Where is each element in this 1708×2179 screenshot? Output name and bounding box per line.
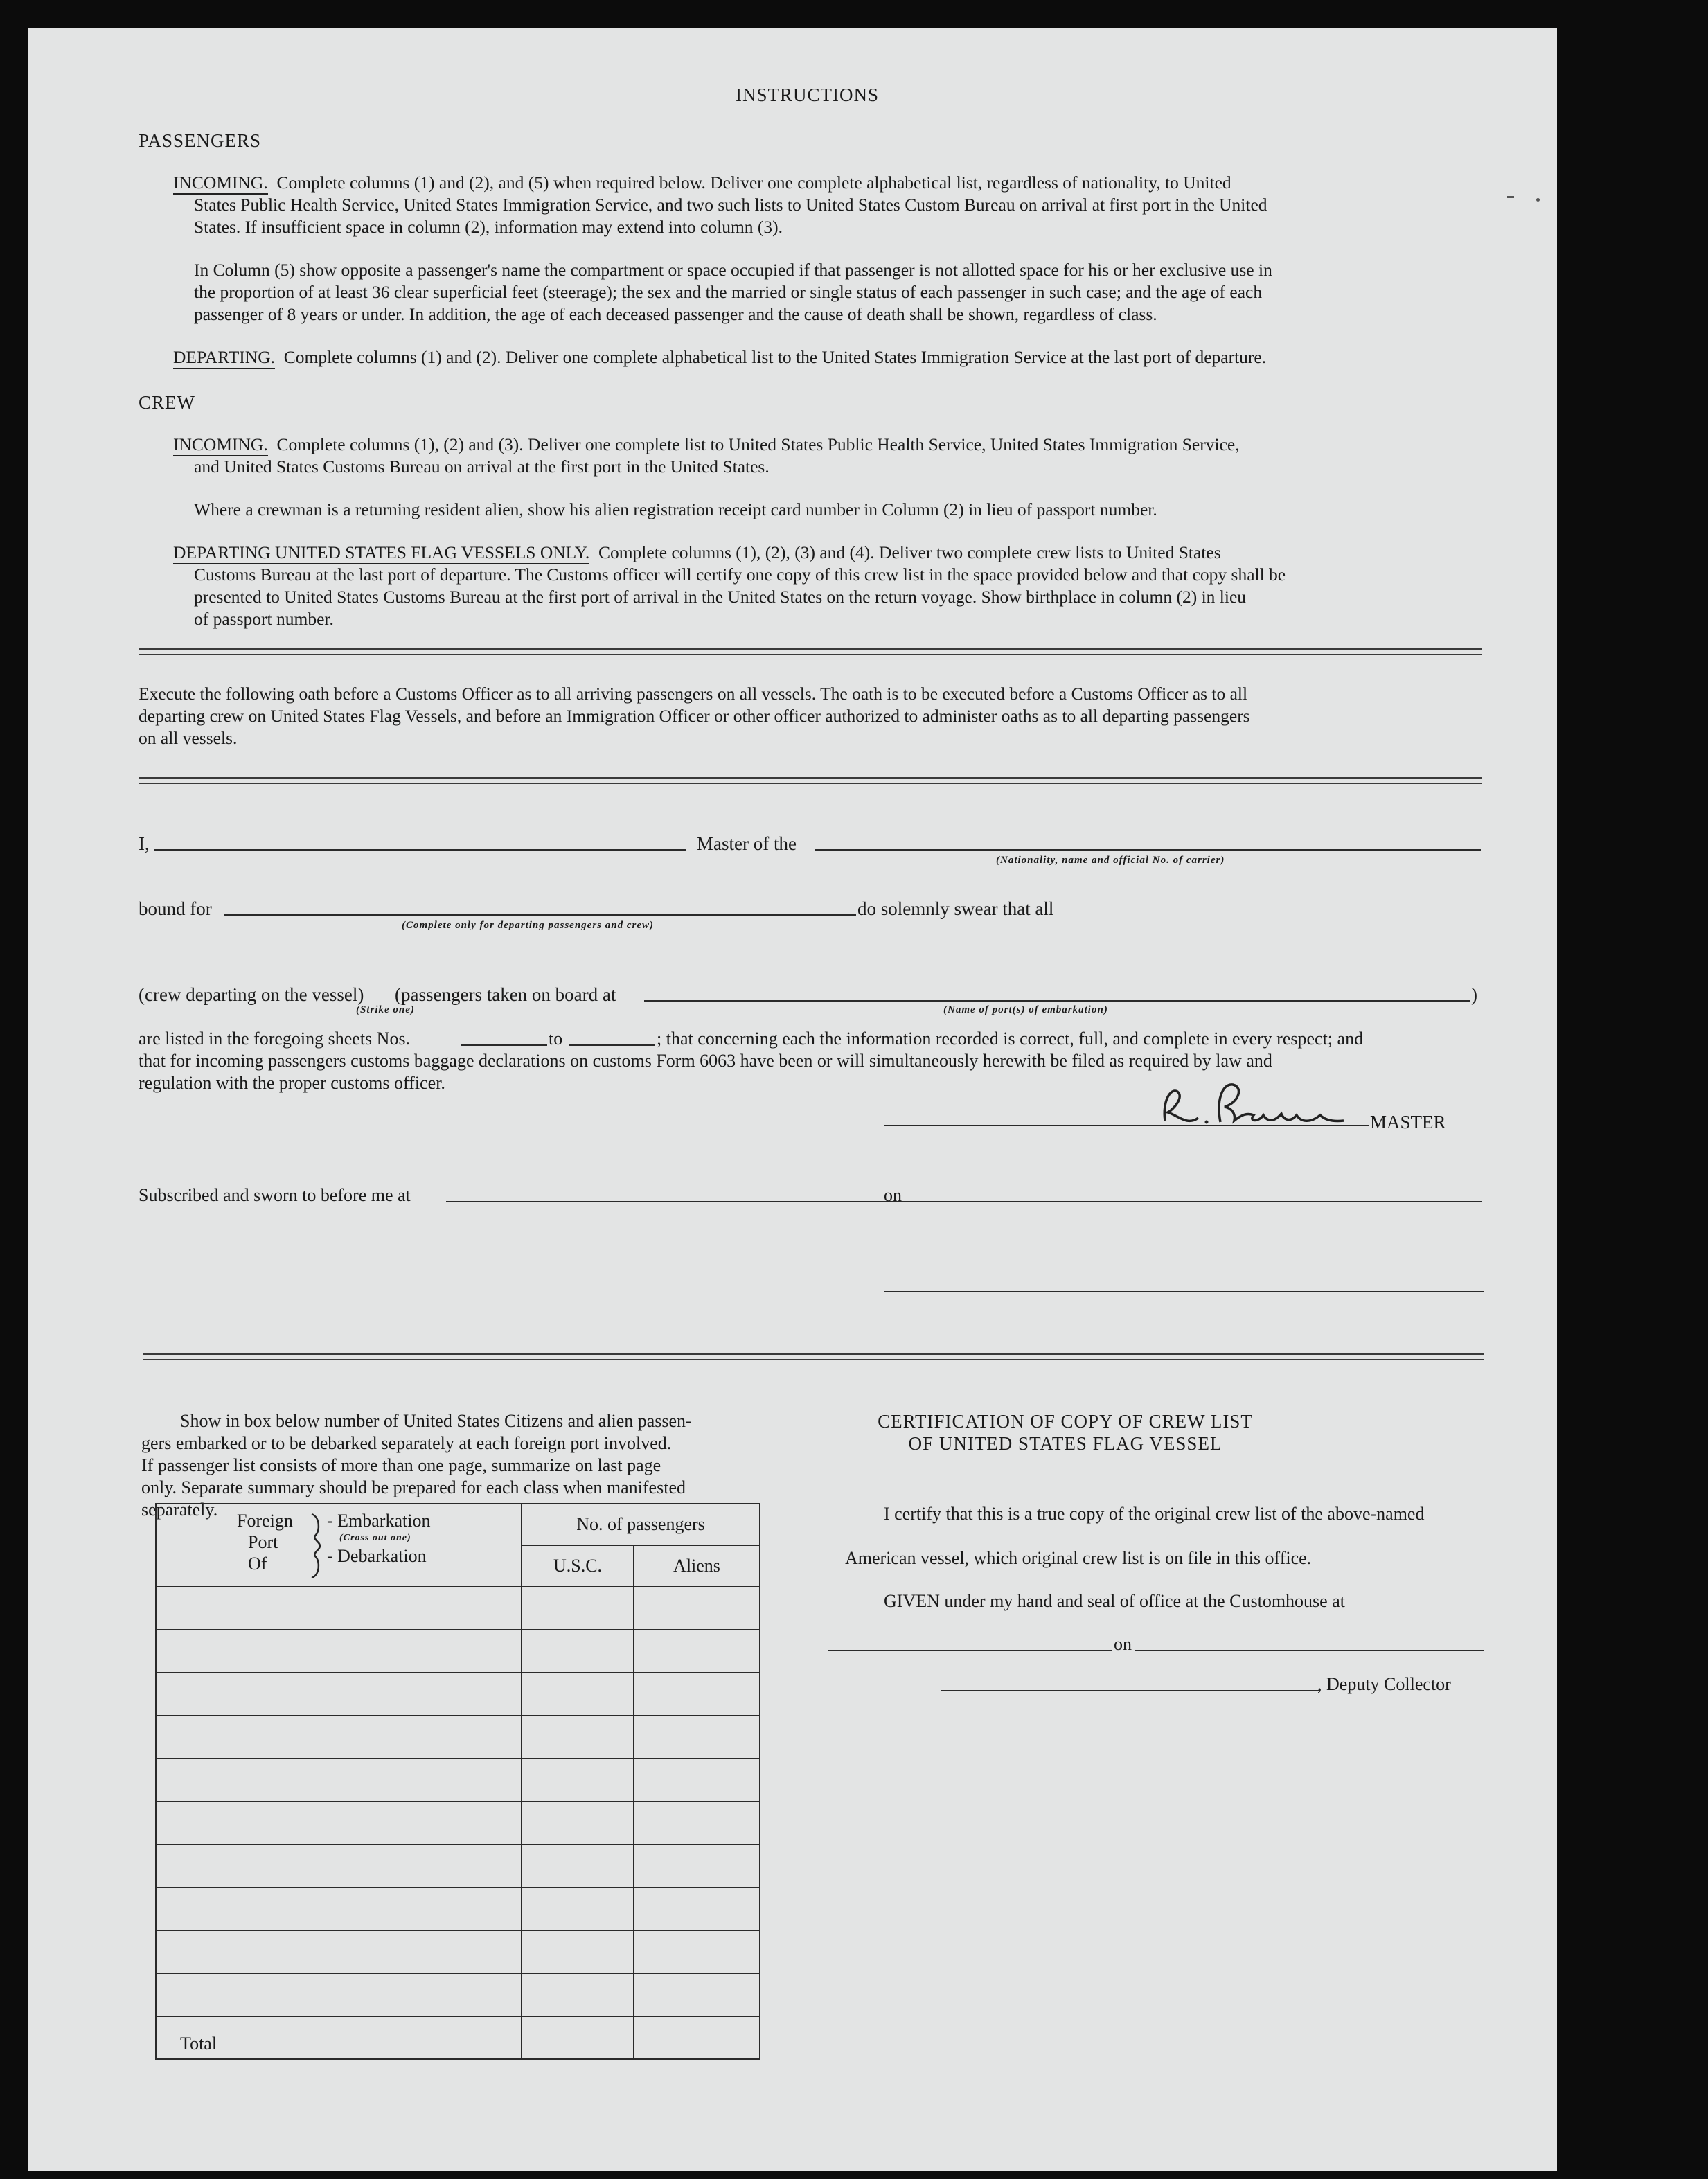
passengers-departing-label: DEPARTING.	[173, 347, 275, 369]
summary-instr-line1: Show in box below number of United States Citizens and alien passen-	[180, 1411, 692, 1431]
table-row	[156, 1630, 760, 1673]
crew-departing-line4: of passport number.	[194, 609, 334, 629]
master-signature	[1150, 1067, 1351, 1136]
debarkation-option[interactable]: - Debarkation	[327, 1546, 427, 1566]
aliens-cell[interactable]	[634, 1759, 760, 1802]
passenger-summary-table	[155, 1503, 760, 2060]
crew-incoming-line2: and United States Customs Bureau on arrival at the first port in the United States.	[194, 456, 770, 477]
foreign-port-header	[156, 1504, 522, 1587]
crew-departing-line2: Customs Bureau at the last port of departure. The Customs officer will certify one copy of this crew list in the space provided below and that copy shall be	[194, 564, 1286, 585]
usc-cell[interactable]	[522, 1973, 634, 2016]
aliens-cell[interactable]	[634, 1973, 760, 2016]
bracket-icon	[309, 1511, 324, 1581]
swear-text: do solemnly swear that all	[857, 898, 1054, 919]
table-row	[156, 1973, 760, 2016]
passengers-incoming-line3: States. If insufficient space in column (2), information may extend into column (3).	[194, 217, 783, 237]
carrier-caption: (Nationality, name and official No. of carrier)	[996, 855, 1225, 866]
usc-cell[interactable]	[522, 1887, 634, 1930]
form-page	[28, 28, 1557, 2171]
certify-line2: American vessel, which original crew list is on file in this office.	[845, 1548, 1312, 1568]
usc-cell[interactable]	[522, 1587, 634, 1630]
embarkation-option[interactable]: - Embarkation	[327, 1511, 431, 1531]
total-row	[156, 2016, 760, 2059]
passengers-note-line1: In Column (5) show opposite a passenger's name the compartment or space occupied if that passenger is not allotted space for his or her exclusive use in	[194, 260, 1272, 280]
port-cell[interactable]	[156, 1887, 522, 1930]
table-row	[156, 1887, 760, 1930]
section-divider	[139, 777, 1482, 784]
scan-mark	[1507, 196, 1514, 198]
strike-one-caption: (Strike one)	[356, 1004, 415, 1015]
table-row	[156, 1587, 760, 1630]
usc-header: U.S.C.	[522, 1545, 634, 1587]
subscribed-label: Subscribed and sworn to before me at	[139, 1185, 411, 1205]
port-cell[interactable]	[156, 1673, 522, 1716]
aliens-cell[interactable]	[634, 1887, 760, 1930]
certify-line1: I certify that this is a true copy of the original crew list of the above-named	[884, 1504, 1425, 1524]
close-paren: )	[1471, 984, 1477, 1005]
officer-signature-line[interactable]	[884, 1291, 1484, 1292]
aliens-cell[interactable]	[634, 1587, 760, 1630]
listed-line3: regulation with the proper customs officer.	[139, 1073, 445, 1093]
sheet-to-label: to	[549, 1029, 563, 1049]
passengers-taken-option[interactable]: (passengers taken on board at	[395, 984, 616, 1005]
listed-line1-rest: ; that concerning each the information recorded is correct, full, and complete in every respect; and	[657, 1029, 1364, 1049]
certification-title-line1: CERTIFICATION OF COPY OF CREW LIST	[878, 1411, 1253, 1432]
aliens-cell[interactable]	[634, 1844, 760, 1887]
aliens-cell[interactable]	[634, 1802, 760, 1844]
carrier-field[interactable]	[815, 849, 1481, 851]
sworn-date-field[interactable]	[907, 1201, 1482, 1202]
oath-instructions-line1: Execute the following oath before a Customs Officer as to all arriving passengers on all vessels. The oath is to be executed before a Customs Officer as to all	[139, 684, 1248, 704]
page-title: INSTRUCTIONS	[736, 85, 880, 105]
sheet-from-field[interactable]	[461, 1044, 547, 1046]
usc-cell[interactable]	[522, 1630, 634, 1673]
aliens-cell[interactable]	[634, 1716, 760, 1759]
oath-instructions-line2: departing crew on United States Flag Vessels, and before an Immigration Officer or other officer authorized to administer oaths as to all departing passengers	[139, 706, 1250, 726]
embarkation-port-field[interactable]	[644, 1000, 1470, 1002]
usc-cell[interactable]	[522, 1930, 634, 1973]
master-name-field[interactable]	[154, 849, 686, 851]
master-label: MASTER	[1370, 1112, 1446, 1132]
table-row	[156, 1802, 760, 1844]
port-cell[interactable]	[156, 1973, 522, 2016]
deputy-collector-label: , Deputy Collector	[1317, 1674, 1451, 1694]
port-cell[interactable]	[156, 1630, 522, 1673]
sworn-on-label: on	[884, 1185, 902, 1205]
summary-instr-line3: If passenger list consists of more than one page, summarize on last page	[141, 1455, 661, 1475]
crew-departing-line1: DEPARTING UNITED STATES FLAG VESSELS ONLY. Complete columns (1), (2), (3) and (4). Deliver two complete crew lists to United States	[173, 542, 1221, 563]
passengers-note-line2: the proportion of at least 36 clear superficial feet (steerage); the sex and the married or single status of each passenger in such case; and the age of each	[194, 282, 1263, 302]
port-cell[interactable]	[156, 1930, 522, 1973]
port-cell[interactable]	[156, 1844, 522, 1887]
table-row	[156, 1930, 760, 1973]
port-cell[interactable]	[156, 1716, 522, 1759]
passengers-incoming-line1: INCOMING. Complete columns (1) and (2), and (5) when required below. Deliver one complete alphabetical list, regardless of nationality, to United	[173, 172, 1482, 193]
customhouse-field[interactable]	[828, 1650, 1112, 1651]
certify-line3: GIVEN under my hand and seal of office at the Customhouse at	[884, 1591, 1345, 1611]
crew-heading: CREW	[139, 392, 195, 413]
usc-cell[interactable]	[522, 1802, 634, 1844]
section-divider	[139, 648, 1482, 655]
summary-instr-line5: separately.	[141, 1500, 218, 1520]
port-cell[interactable]	[156, 1802, 522, 1844]
passengers-incoming-label: INCOMING.	[173, 172, 268, 195]
no-passengers-header: No. of passengers	[522, 1504, 760, 1545]
passengers-note-line3: passenger of 8 years or under. In addition, the age of each deceased passenger and the cause of death shall be shown, regardless of class.	[194, 304, 1157, 324]
total-label: Total	[156, 2016, 522, 2059]
port-label: Port	[248, 1532, 278, 1552]
aliens-cell[interactable]	[634, 1630, 760, 1673]
of-label: Of	[248, 1554, 267, 1574]
bound-for-field[interactable]	[224, 914, 856, 916]
passengers-departing: DEPARTING. Complete columns (1) and (2). Deliver one complete alphabetical list to the United States Immigration Service at the last port of departure.	[173, 346, 1266, 368]
aliens-cell[interactable]	[634, 1673, 760, 1716]
sworn-place-field[interactable]	[446, 1201, 907, 1202]
summary-instr-line2: gers embarked or to be debarked separately at each foreign port involved.	[141, 1433, 672, 1453]
cross-out-caption: (Cross out one)	[339, 1533, 411, 1543]
master-of-the-label: Master of the	[697, 833, 797, 854]
aliens-total-cell[interactable]	[634, 2016, 760, 2059]
summary-instr-line4: only. Separate summary should be prepared for each class when manifested	[141, 1477, 686, 1497]
passengers-heading: PASSENGERS	[139, 130, 262, 151]
certify-date-field[interactable]	[1135, 1650, 1484, 1651]
aliens-cell[interactable]	[634, 1930, 760, 1973]
sheet-to-field[interactable]	[569, 1044, 655, 1046]
bound-for-label: bound for	[139, 898, 212, 919]
table-row	[156, 1716, 760, 1759]
aliens-header: Aliens	[634, 1545, 760, 1587]
port-caption: (Name of port(s) of embarkation)	[943, 1004, 1108, 1015]
port-cell[interactable]	[156, 1587, 522, 1630]
table-row	[156, 1759, 760, 1802]
crew-note: Where a crewman is a returning resident alien, show his alien registration receipt card number in Column (2) in lieu of passport number.	[194, 499, 1157, 519]
certification-title-line2: OF UNITED STATES FLAG VESSEL	[908, 1433, 1222, 1454]
scan-mark	[1536, 198, 1540, 202]
usc-cell[interactable]	[522, 1844, 634, 1887]
port-cell[interactable]	[156, 1759, 522, 1802]
certify-on-label: on	[1114, 1634, 1132, 1654]
crew-departing-line3: presented to United States Customs Bureau at the first port of arrival in the United States on the return voyage. Show birthplace in column (2) in lieu	[194, 587, 1247, 607]
deputy-signature-field[interactable]	[941, 1690, 1319, 1691]
crew-incoming-label: INCOMING.	[173, 434, 268, 456]
bound-for-caption: (Complete only for departing passengers and crew)	[402, 920, 654, 931]
table-row	[156, 1673, 760, 1716]
listed-line1: are listed in the foregoing sheets Nos.	[139, 1029, 411, 1049]
oath-i-label: I,	[139, 833, 150, 854]
section-divider	[143, 1353, 1484, 1360]
foreign-label: Foreign	[237, 1511, 293, 1531]
oath-instructions-line3: on all vessels.	[139, 728, 238, 748]
usc-total-cell[interactable]	[522, 2016, 634, 2059]
usc-cell[interactable]	[522, 1759, 634, 1802]
usc-cell[interactable]	[522, 1716, 634, 1759]
passengers-incoming-line2: States Public Health Service, United States Immigration Service, and two such lists to United States Custom Bureau on arrival at first port in the United	[194, 195, 1267, 215]
crew-departing-label: DEPARTING UNITED STATES FLAG VESSELS ONLY.	[173, 542, 589, 564]
listed-line2: that for incoming passengers customs baggage declarations on customs Form 6063 have been or will simultaneously herewith be filed as required by law and	[139, 1051, 1272, 1071]
crew-departing-option[interactable]: (crew departing on the vessel)	[139, 984, 364, 1005]
table-row	[156, 1844, 760, 1887]
crew-incoming-line1: INCOMING. Complete columns (1), (2) and (3). Deliver one complete list to United States Public Health Service, United States Immigration Service,	[173, 434, 1240, 455]
usc-cell[interactable]	[522, 1673, 634, 1716]
